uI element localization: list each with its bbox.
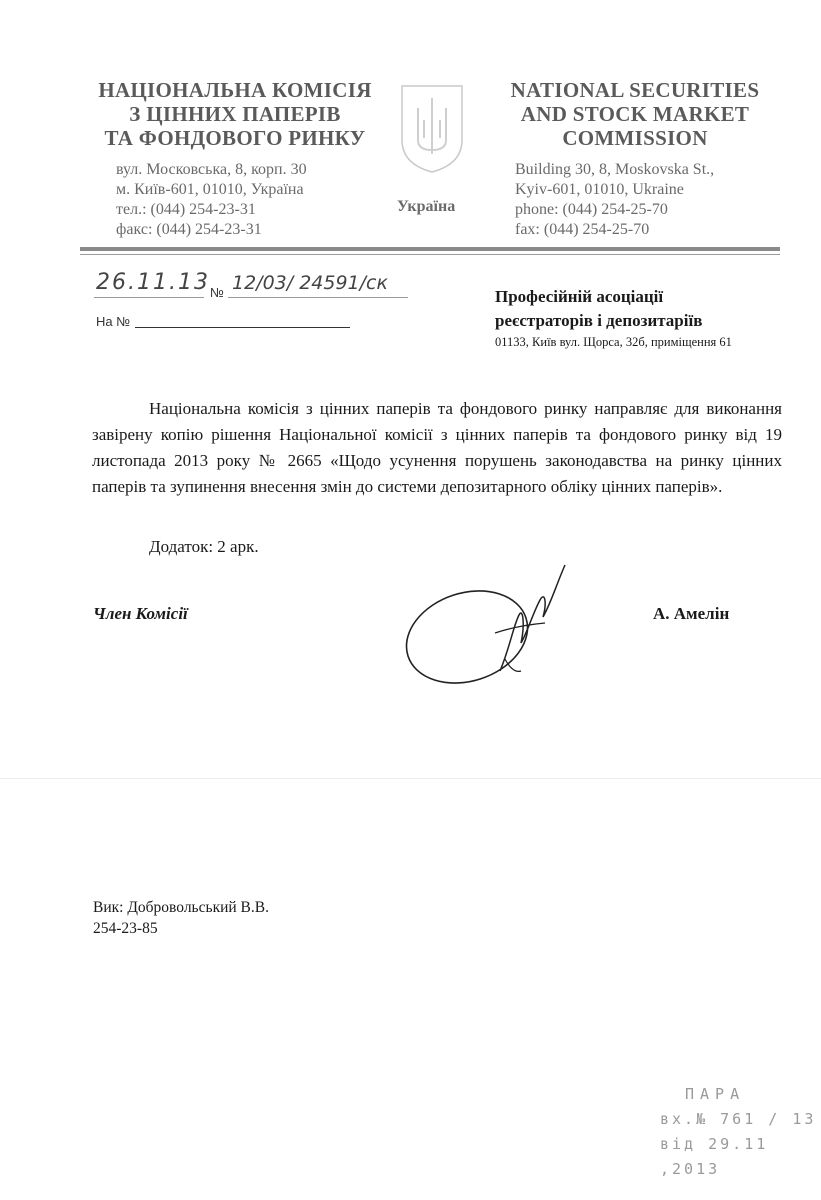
signer-name: А. Амелін xyxy=(653,604,730,623)
header-divider-thin xyxy=(80,254,780,255)
date-underline xyxy=(94,297,204,298)
number-label: № xyxy=(210,285,224,300)
address-ua-city: м. Київ-601, 01010, Україна xyxy=(116,181,304,198)
address-ua-phone: тел.: (044) 254-23-31 xyxy=(116,201,256,218)
recipient-line2: реєстраторів і депозитаріїв xyxy=(495,311,703,330)
org-name-ua-line1: НАЦІОНАЛЬНА КОМІСІЯ xyxy=(98,78,372,102)
recipient-block xyxy=(495,285,732,351)
signer-position: Член Комісії xyxy=(93,604,188,623)
handwritten-signature xyxy=(395,555,595,705)
coat-of-arms-icon xyxy=(398,80,466,175)
org-name-en-line2: AND STOCK MARKET xyxy=(520,102,750,126)
registration-stamp xyxy=(660,1082,821,1182)
country-label: Україна xyxy=(397,198,456,215)
number-underline xyxy=(228,297,408,298)
address-en-city: Kyiv-601, 01010, Ukraine xyxy=(515,181,684,198)
address-en-street: Building 30, 8, Moskovska St., xyxy=(515,161,715,178)
org-name-en-line3: COMMISSION xyxy=(562,126,708,150)
attachment-note: Додаток: 2 арк. xyxy=(149,537,259,556)
stamp-title: ПАРА xyxy=(685,1085,746,1103)
header-divider-thick xyxy=(80,247,780,251)
reply-to-label: На № xyxy=(96,314,131,329)
stamp-incoming-number: вх.№ 761 / 13 xyxy=(660,1110,817,1128)
executor-block xyxy=(93,897,269,939)
scan-artifact-line xyxy=(0,778,821,779)
address-en-fax: fax: (044) 254-25-70 xyxy=(515,221,650,238)
stamp-date: від 29.11 ,2013 xyxy=(660,1135,769,1178)
address-ua-fax: факс: (044) 254-23-31 xyxy=(116,221,262,238)
address-en xyxy=(515,160,714,240)
outgoing-number: 12/03/ 24591/ск xyxy=(232,272,388,294)
address-ua-street: вул. Московська, 8, корп. 30 xyxy=(116,161,307,178)
org-name-ua-line2: З ЦІННИХ ПАПЕРІВ xyxy=(129,102,341,126)
address-ua xyxy=(116,160,307,240)
reply-to-underline xyxy=(135,327,350,328)
recipient-line1: Професійній асоціації xyxy=(495,287,664,306)
org-name-en-line1: NATIONAL SECURITIES xyxy=(510,78,760,102)
org-name-ua-line3: ТА ФОНДОВОГО РИНКУ xyxy=(104,126,366,150)
header-left xyxy=(80,78,390,150)
address-en-phone: phone: (044) 254-25-70 xyxy=(515,201,668,218)
outgoing-date: 26.11.13 xyxy=(96,270,210,295)
letter-body: Національна комісія з цінних паперів та фондового ринку направляє для виконання завірену копію рішення Національної комісії з цінних паперів та фондового ринку від 19 листопада 2013 року № 2665 «Щодо усунення порушень законодавства на ринку цінних паперів та зупинення внесення змін до системи депозитарного обліку цінних паперів». xyxy=(92,399,782,496)
executor-phone: 254-23-85 xyxy=(93,920,158,937)
recipient-address: 01133, Київ вул. Щорса, 32б, приміщення 61 xyxy=(495,335,732,349)
executor-name: Вик: Добровольський В.В. xyxy=(93,899,269,916)
header-right xyxy=(490,78,780,150)
